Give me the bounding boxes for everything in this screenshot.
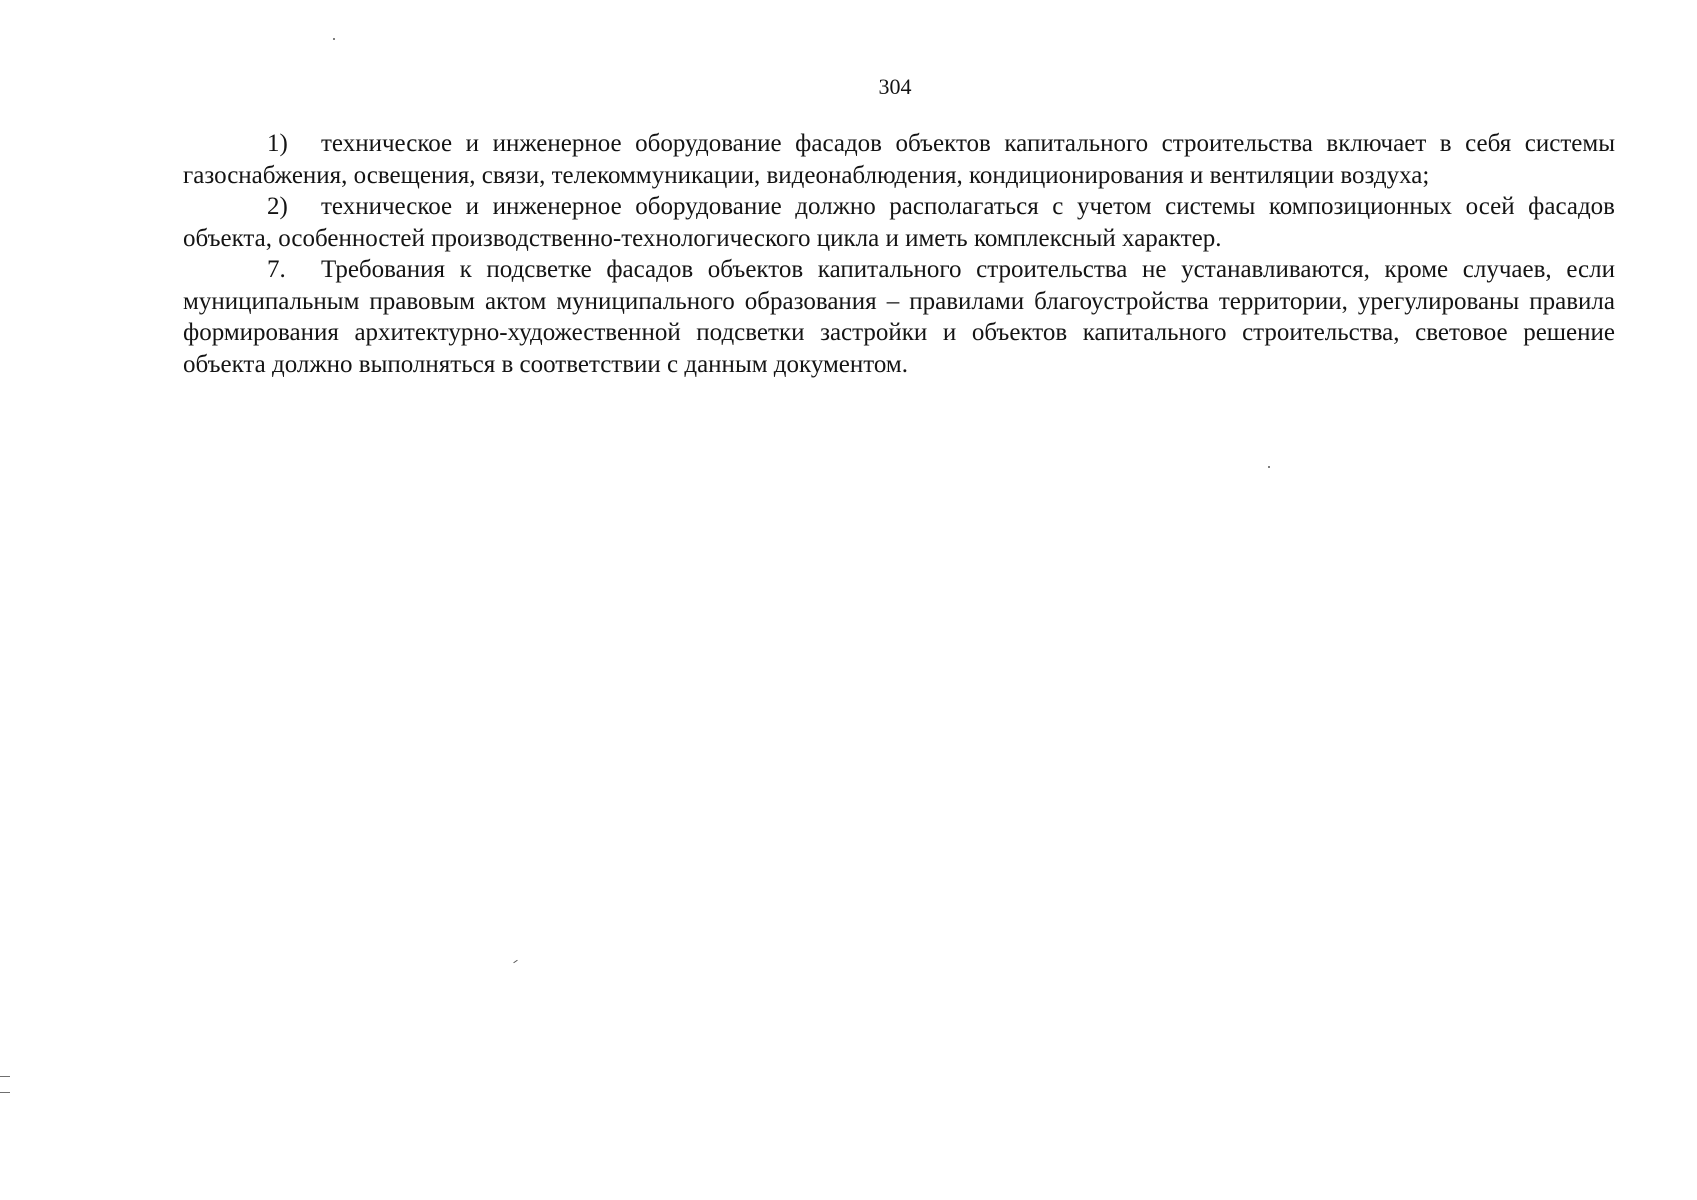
section-text: Требования к подсветке фасадов объектов капитального строительства не устанавливаются, кроме случаев, если муниципальным правовым актом муниципального образования – правилами благоустройства территории, урегулированы правила формирования архитектурно-художественной подсветки застройки и объектов капитального строительства, световое решение объекта должно выполняться в соответствии с данным документом. xyxy=(183,256,1615,378)
list-item-1 xyxy=(183,128,1615,191)
list-item-text: техническое и инженерное оборудование фасадов объектов капитального строительства включает в себя системы газоснабжения, освещения, связи, телекоммуникации, видеонаблюдения, кондиционирования и вентиляции воздуха; xyxy=(183,130,1615,189)
list-item-2 xyxy=(183,191,1615,254)
document-body xyxy=(183,128,1615,380)
scan-edge-mark xyxy=(0,1076,10,1077)
list-item-text: техническое и инженерное оборудование должно располагаться с учетом системы композиционных осей фасадов объекта, особенностей производственно-технологического цикла и иметь комплексный характер. xyxy=(183,193,1615,252)
page-number: 304 xyxy=(878,74,912,99)
scan-speck xyxy=(1268,466,1270,468)
list-item-marker: 2) xyxy=(267,193,288,220)
scan-edge-mark xyxy=(0,1092,10,1093)
scan-speck xyxy=(333,38,335,40)
section-paragraph-7 xyxy=(183,254,1615,380)
section-number: 7. xyxy=(267,256,286,283)
scan-speck xyxy=(513,960,518,964)
list-item-marker: 1) xyxy=(267,130,288,157)
